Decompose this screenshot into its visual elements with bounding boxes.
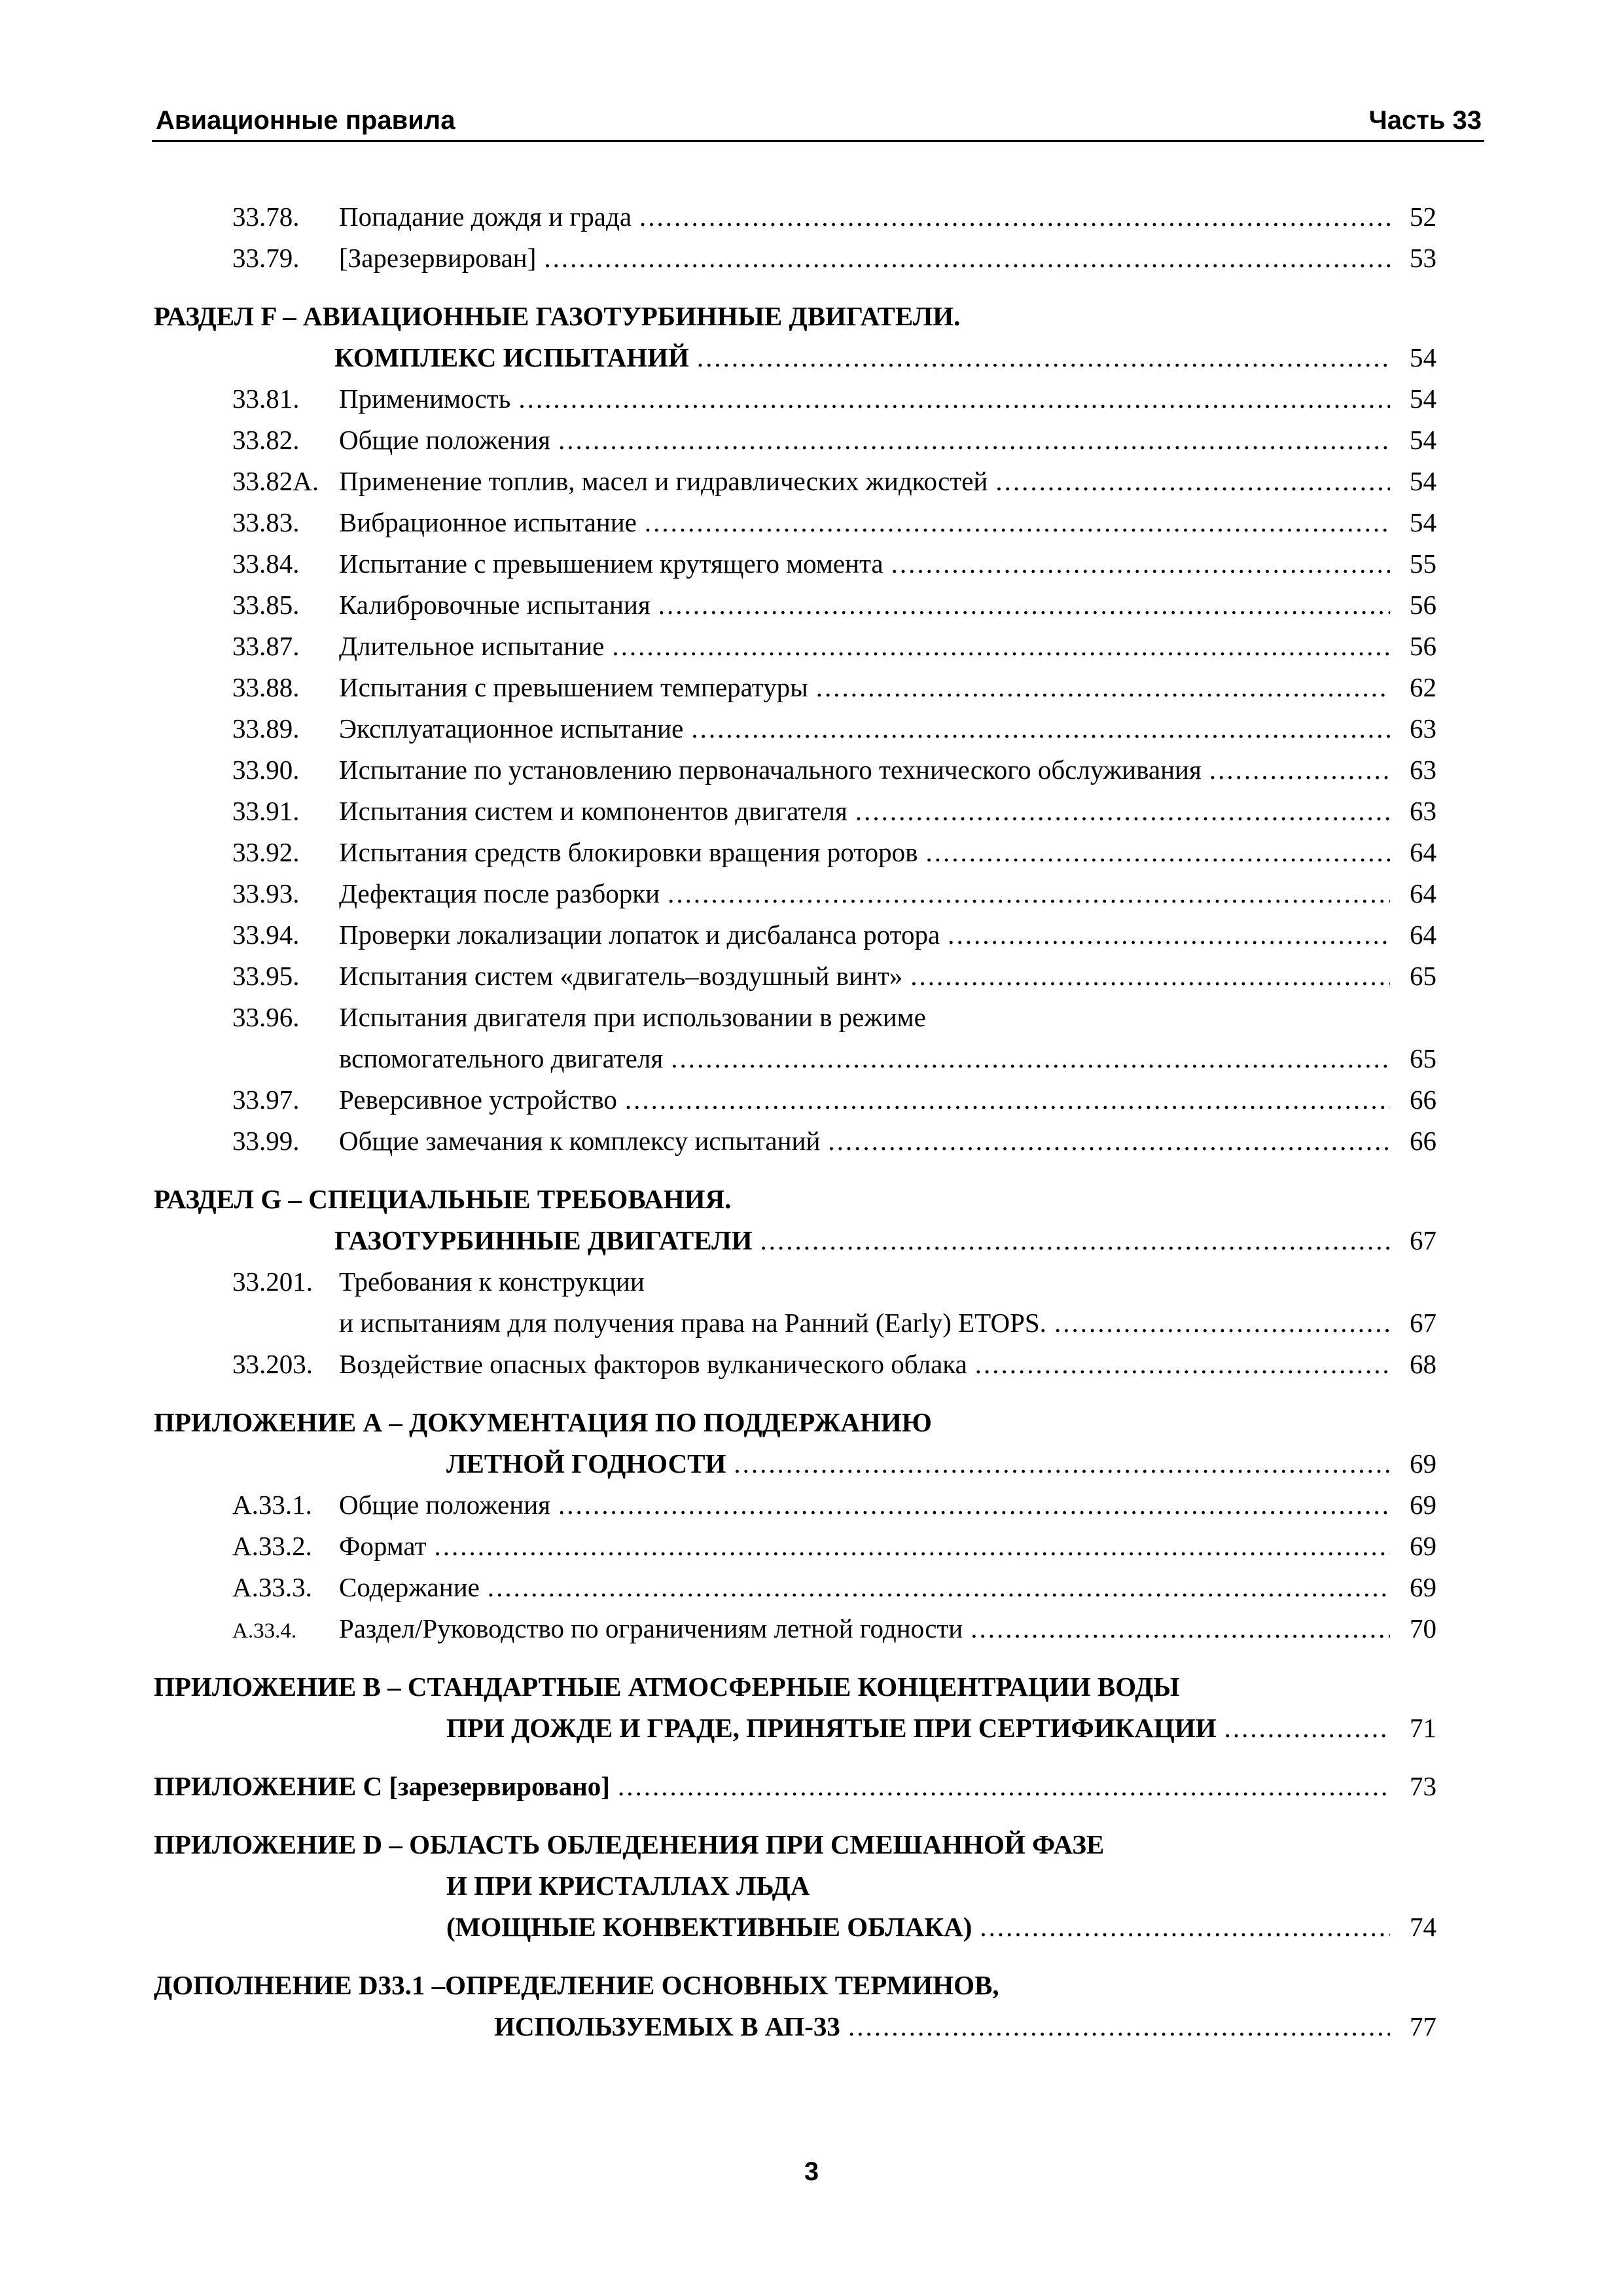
entry-number: 33.201. [232, 1266, 313, 1297]
entry-number: 33.95. [232, 961, 300, 991]
entry-title: Вибрационное испытание [339, 507, 637, 537]
section-heading-line1: ПРИЛОЖЕНИЕ В – СТАНДАРТНЫЕ АТМОСФЕРНЫЕ КОНЦЕНТРАЦИИ ВОДЫ [154, 1672, 1180, 1702]
section-heading-line2: КОМПЛЕКС ИСПЫТАНИЙ [334, 342, 689, 372]
entry-title: Испытание с превышением крутящего момента [339, 548, 883, 579]
section-heading[interactable] [154, 1766, 1436, 1807]
toc-entry-cont[interactable] [154, 1038, 1436, 1079]
entry-page: 65 [1410, 1043, 1436, 1073]
entry-title: Общие положения [339, 425, 550, 455]
section-heading[interactable] [154, 1666, 1436, 1708]
entry-number: 33.89. [232, 713, 300, 744]
section-heading-line1: РАЗДЕЛ F – АВИАЦИОННЫЕ ГАЗОТУРБИННЫЕ ДВИГАТЕЛИ. [154, 301, 961, 331]
entry-number: А.33.1. [232, 1490, 312, 1520]
section-heading-cont[interactable] [154, 2006, 1436, 2047]
entry-title: Реверсивное устройство [339, 1085, 617, 1115]
dot-leader [910, 956, 1390, 997]
dot-leader [1054, 1302, 1390, 1344]
section-heading-line2: ЛЕТНОЙ ГОДНОСТИ [446, 1448, 726, 1479]
entry-title: Испытания средств блокировки вращения роторов [339, 837, 918, 867]
entry-page: 67 [1410, 1308, 1436, 1338]
section-heading-line2: ГАЗОТУРБИННЫЕ ДВИГАТЕЛИ [334, 1225, 753, 1255]
dot-leader [668, 873, 1390, 914]
section-heading[interactable] [154, 1179, 1436, 1220]
entry-number: А.33.2. [232, 1531, 312, 1561]
dot-leader [558, 1484, 1390, 1526]
entry-page: 56 [1410, 631, 1436, 661]
entry-title: Содержание [339, 1572, 480, 1602]
toc-entry[interactable] [154, 1344, 1436, 1385]
entry-number: А.33.4. [232, 1619, 297, 1643]
dot-leader [855, 791, 1390, 832]
section-page: 71 [1410, 1713, 1436, 1743]
entry-page: 64 [1410, 837, 1436, 867]
section-heading-cont[interactable] [154, 1220, 1436, 1261]
dot-leader [618, 1766, 1390, 1807]
toc-entry[interactable] [154, 667, 1436, 708]
toc-group-section-f [154, 296, 1436, 1162]
toc-entry[interactable] [154, 832, 1436, 873]
entry-page: 56 [1410, 590, 1436, 620]
entry-number: 33.92. [232, 837, 300, 867]
toc-entry[interactable] [154, 584, 1436, 626]
toc-entry[interactable] [154, 1261, 1436, 1302]
dot-leader [645, 502, 1390, 543]
section-heading[interactable] [154, 1402, 1436, 1443]
entry-page: 68 [1410, 1349, 1436, 1379]
entry-number: 33.81. [232, 384, 300, 414]
dot-leader [734, 1443, 1390, 1484]
entry-number: 33.82A. [232, 466, 319, 496]
entry-number: 33.85. [232, 590, 300, 620]
toc-entry-cont[interactable] [154, 1302, 1436, 1344]
table-of-contents [154, 196, 1436, 2047]
section-page: 69 [1410, 1448, 1436, 1479]
entry-title: Калибровочные испытания [339, 590, 651, 620]
section-heading-line2: И ПРИ КРИСТАЛЛАХ ЛЬДА [446, 1871, 810, 1901]
toc-entry[interactable] [154, 791, 1436, 832]
entry-number: 33.78. [232, 202, 300, 232]
toc-group-top [154, 196, 1436, 279]
entry-title: Эксплуатационное испытание [339, 713, 684, 744]
entry-page: 69 [1410, 1572, 1436, 1602]
section-page: 73 [1410, 1771, 1436, 1801]
entry-title: Попадание дождя и града [339, 202, 632, 232]
section-heading-cont[interactable] [154, 1865, 1436, 1907]
toc-entry[interactable] [154, 914, 1436, 956]
toc-group-supplement [154, 1965, 1436, 2047]
entry-number: 33.99. [232, 1126, 300, 1156]
section-heading-cont[interactable] [154, 337, 1436, 378]
entry-page: 62 [1410, 672, 1436, 702]
toc-entry[interactable] [154, 749, 1436, 791]
toc-group-section-g [154, 1179, 1436, 1385]
entry-page: 54 [1410, 507, 1436, 537]
entry-page: 65 [1410, 961, 1436, 991]
entry-number: 33.90. [232, 755, 300, 785]
section-heading-line1: ПРИЛОЖЕНИЕ D – ОБЛАСТЬ ОБЛЕДЕНЕНИЯ ПРИ СМЕШАННОЙ ФАЗЕ [154, 1829, 1105, 1859]
section-heading-line3: (МОЩНЫЕ КОНВЕКТИВНЫЕ ОБЛАКА) [446, 1912, 972, 1942]
dot-leader [612, 626, 1390, 667]
toc-group-appendix-a [154, 1402, 1436, 1649]
toc-entry[interactable] [154, 1484, 1436, 1526]
dot-leader [691, 708, 1390, 749]
section-heading[interactable] [154, 1965, 1436, 2006]
running-header [152, 105, 1484, 142]
dot-leader [848, 2006, 1390, 2047]
entry-page: 69 [1410, 1531, 1436, 1561]
entry-title: Испытания систем «двигатель–воздушный винт» [339, 961, 903, 991]
dot-leader [658, 584, 1390, 626]
entry-title: Испытания с превышением температуры [339, 672, 808, 702]
toc-entry[interactable] [154, 873, 1436, 914]
dot-leader [971, 1608, 1390, 1649]
section-heading-line1: РАЗДЕЛ G – СПЕЦИАЛЬНЫЕ ТРЕБОВАНИЯ. [154, 1184, 732, 1214]
toc-entry[interactable] [154, 502, 1436, 543]
toc-entry[interactable] [154, 626, 1436, 667]
entry-page: 66 [1410, 1085, 1436, 1115]
section-page: 67 [1410, 1225, 1436, 1255]
entry-title: Требования к конструкции [339, 1266, 645, 1297]
dot-leader [980, 1907, 1390, 1948]
entry-number: 33.84. [232, 548, 300, 579]
entry-number: 33.88. [232, 672, 300, 702]
entry-number: 33.203. [232, 1349, 313, 1379]
dot-leader [816, 667, 1390, 708]
entry-page: 64 [1410, 878, 1436, 908]
toc-entry[interactable] [154, 461, 1436, 502]
entry-page: 54 [1410, 425, 1436, 455]
entry-page: 69 [1410, 1490, 1436, 1520]
entry-page: 54 [1410, 384, 1436, 414]
entry-title: [Зарезервирован] [339, 243, 537, 273]
dot-leader [1209, 749, 1390, 791]
entry-title: Проверки локализации лопаток и дисбаланса ротора [339, 920, 940, 950]
entry-number: 33.94. [232, 920, 300, 950]
entry-title: Дефектация после разборки [339, 878, 660, 908]
dot-leader [435, 1526, 1391, 1567]
entry-number: 33.97. [232, 1085, 300, 1115]
dot-leader [1224, 1708, 1390, 1749]
dot-leader [518, 378, 1390, 420]
entry-title: Испытания систем и компонентов двигателя [339, 796, 847, 826]
entry-page: 52 [1410, 202, 1436, 232]
entry-title: Применение топлив, масел и гидравлических жидкостей [339, 466, 988, 496]
entry-title-cont: и испытаниям для получения права на Ранний (Early) ETOPS. [339, 1308, 1046, 1338]
toc-group-appendix-b [154, 1666, 1436, 1749]
entry-number: 33.82. [232, 425, 300, 455]
dot-leader [995, 461, 1390, 502]
entry-title: Длительное испытание [339, 631, 605, 661]
section-heading-cont[interactable] [154, 1443, 1436, 1484]
dot-leader [975, 1344, 1390, 1385]
entry-page: 55 [1410, 548, 1436, 579]
entry-page: 63 [1410, 755, 1436, 785]
dot-leader [891, 543, 1390, 584]
document-part: Часть 33 [1368, 106, 1482, 135]
entry-title: Раздел/Руководство по ограничениям летной годности [339, 1613, 963, 1643]
entry-title: Применимость [339, 384, 511, 414]
toc-entry[interactable] [154, 1079, 1436, 1121]
dot-leader [925, 832, 1390, 873]
entry-number: 33.79. [232, 243, 300, 273]
entry-page: 54 [1410, 466, 1436, 496]
dot-leader [625, 1079, 1390, 1121]
section-page: 54 [1410, 342, 1436, 372]
section-heading[interactable] [154, 296, 1436, 337]
toc-entry[interactable] [154, 708, 1436, 749]
section-heading-line1: ДОПОЛНЕНИЕ D33.1 –ОПРЕДЕЛЕНИЕ ОСНОВНЫХ ТЕРМИНОВ, [154, 1970, 999, 2000]
toc-entry[interactable] [154, 196, 1436, 238]
entry-page: 64 [1410, 920, 1436, 950]
entry-page: 63 [1410, 713, 1436, 744]
entry-number: 33.93. [232, 878, 300, 908]
toc-entry[interactable] [154, 956, 1436, 997]
entry-number: А.33.3. [232, 1572, 312, 1602]
toc-group-appendix-c [154, 1766, 1436, 1807]
entry-number: 33.96. [232, 1002, 300, 1032]
dot-leader [671, 1038, 1390, 1079]
section-heading-cont[interactable] [154, 1708, 1436, 1749]
dot-leader [639, 196, 1390, 238]
toc-entry[interactable] [154, 1526, 1436, 1567]
toc-entry[interactable] [154, 1121, 1436, 1162]
entry-page: 70 [1410, 1613, 1436, 1643]
toc-entry[interactable] [154, 420, 1436, 461]
entry-title: Формат [339, 1531, 427, 1561]
section-heading-line1: ПРИЛОЖЕНИЕ С [зарезервировано] [154, 1771, 610, 1801]
toc-entry[interactable] [154, 378, 1436, 420]
entry-page: 63 [1410, 796, 1436, 826]
entry-title: Воздействие опасных факторов вулканического облака [339, 1349, 967, 1379]
entry-title: Общие положения [339, 1490, 550, 1520]
toc-group-appendix-d [154, 1824, 1436, 1948]
entry-number: 33.91. [232, 796, 300, 826]
toc-entry[interactable] [154, 238, 1436, 279]
toc-entry[interactable] [154, 1608, 1436, 1649]
section-page: 74 [1410, 1912, 1436, 1942]
entry-number: 33.87. [232, 631, 300, 661]
entry-page: 53 [1410, 243, 1436, 273]
toc-entry[interactable] [154, 1567, 1436, 1608]
dot-leader [948, 914, 1390, 956]
section-heading-line2: ПРИ ДОЖДЕ И ГРАДЕ, ПРИНЯТЫЕ ПРИ СЕРТИФИКАЦИИ [446, 1713, 1217, 1743]
dot-leader [544, 238, 1390, 279]
entry-title-cont: вспомогательного двигателя [339, 1043, 664, 1073]
entry-number: 33.83. [232, 507, 300, 537]
section-heading-line2: ИСПОЛЬЗУЕМЫХ В АП-33 [494, 2011, 840, 2041]
toc-entry[interactable] [154, 997, 1436, 1038]
entry-title: Испытание по установлению первоначального технического обслуживания [339, 755, 1202, 785]
dot-leader [488, 1567, 1390, 1608]
entry-title: Общие замечания к комплексу испытаний [339, 1126, 821, 1156]
toc-entry[interactable] [154, 543, 1436, 584]
entry-page: 66 [1410, 1126, 1436, 1156]
dot-leader [558, 420, 1390, 461]
section-heading[interactable] [154, 1824, 1436, 1865]
entry-title: Испытания двигателя при использовании в режиме [339, 1002, 926, 1032]
document-title: Авиационные правила [156, 106, 455, 135]
section-heading-line1: ПРИЛОЖЕНИЕ А – ДОКУМЕНТАЦИЯ ПО ПОДДЕРЖАНИЮ [154, 1407, 932, 1437]
page-number: 3 [804, 2157, 819, 2186]
section-heading-cont[interactable] [154, 1907, 1436, 1948]
dot-leader [828, 1121, 1390, 1162]
dot-leader [760, 1220, 1390, 1261]
dot-leader [697, 337, 1390, 378]
section-page: 77 [1410, 2011, 1436, 2041]
